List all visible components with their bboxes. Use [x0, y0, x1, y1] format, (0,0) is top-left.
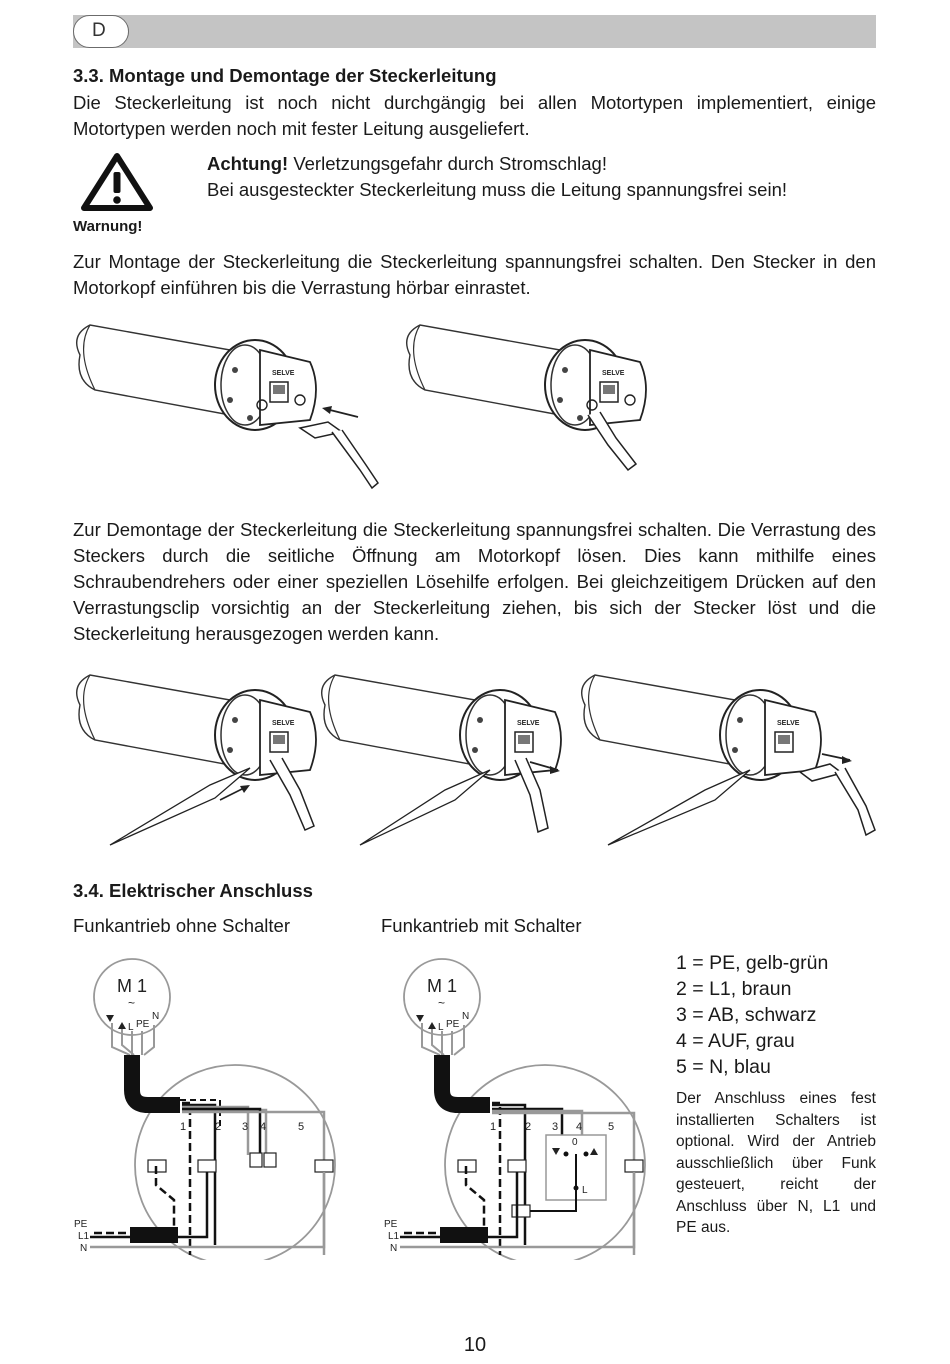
montage-illustrations — [60, 310, 660, 500]
svg-text:L: L — [582, 1185, 588, 1196]
legend-item: 4 = AUF, grau — [676, 1030, 795, 1052]
svg-text:~: ~ — [438, 996, 446, 1010]
wire-legend — [676, 950, 828, 1080]
column-label-with-switch: Funkantrieb mit Schalter — [381, 915, 582, 936]
legend-item: 5 = N, blau — [676, 1056, 771, 1078]
warning-line-1 — [207, 151, 887, 177]
page-number: 10 — [463, 1334, 487, 1356]
intro-paragraph: Die Steckerleitung ist noch nicht durchgängig bei allen Motortypen implementiert, einige Motortypen werden noch mit fester Leitung ausgeliefert. — [73, 92, 876, 139]
svg-text:4: 4 — [260, 1121, 267, 1133]
section-title-3-3: 3.3. Montage und Demontage der Steckerleitung — [73, 65, 497, 86]
demontage-paragraph: Zur Demontage der Steckerleitung die Steckerleitung spannungsfrei schalten. Die Verrastung des Steckers durch die seitliche Öffnung am Motorkopf lösen. Dies kann mithilfe eines Schraubendrehers oder einer speziellen Lösehilfe erfolgen. Bei gleichzeitigem Drücken auf den Verrastungsclip vorsichtig an der Steckerleitung ziehen, bis sich der Stecker löst und die Steckerleitung herausgezogen werden kann. — [73, 519, 876, 644]
svg-text:L: L — [128, 1022, 134, 1033]
svg-text:1: 1 — [490, 1121, 497, 1133]
svg-text:L1: L1 — [388, 1231, 400, 1242]
svg-text:PE: PE — [446, 1019, 460, 1030]
warning-bold: Achtung! — [207, 153, 289, 174]
svg-text:N: N — [390, 1243, 398, 1254]
warning-label: Warnung! — [73, 218, 143, 235]
svg-text:3: 3 — [552, 1121, 559, 1133]
svg-text:5: 5 — [298, 1121, 305, 1133]
header-bar — [73, 15, 876, 48]
wiring-diagram-without-switch — [70, 955, 350, 1260]
demontage-illustrations — [60, 660, 890, 850]
svg-text:5: 5 — [608, 1121, 615, 1133]
svg-text:2: 2 — [215, 1121, 222, 1133]
warning-line-2: Bei ausgesteckter Steckerleitung muss die Leitung spannungsfrei sein! — [207, 179, 788, 200]
language-tab: D — [73, 15, 129, 48]
wiring-diagram-with-switch — [380, 955, 660, 1260]
connection-note: Der Anschluss eines fest installierten Schalters ist optional. Wird der Antrieb ausschließlich über Funk gesteuert, reicht der Anschluss über N, L1 und PE aus. — [676, 1090, 876, 1236]
svg-text:0: 0 — [572, 1137, 578, 1148]
svg-text:1: 1 — [180, 1121, 187, 1133]
svg-text:N: N — [152, 1011, 160, 1022]
svg-text:PE: PE — [384, 1219, 398, 1230]
column-label-without-switch: Funkantrieb ohne Schalter — [73, 915, 290, 936]
svg-text:M 1: M 1 — [427, 976, 458, 996]
legend-item: 2 = L1, braun — [676, 978, 792, 1000]
section-title-3-4: 3.4. Elektrischer Anschluss — [73, 880, 313, 901]
svg-text:M 1: M 1 — [117, 976, 148, 996]
svg-text:N: N — [462, 1011, 470, 1022]
svg-text:N: N — [80, 1243, 88, 1254]
svg-text:PE: PE — [74, 1219, 88, 1230]
warning-icon — [80, 152, 154, 217]
svg-text:4: 4 — [576, 1121, 583, 1133]
legend-item: 3 = AB, schwarz — [676, 1004, 817, 1026]
svg-text:L: L — [438, 1022, 444, 1033]
svg-text:2: 2 — [525, 1121, 532, 1133]
svg-text:~: ~ — [128, 996, 136, 1010]
legend-item: 1 = PE, gelb-grün — [676, 952, 829, 974]
svg-text:PE: PE — [136, 1019, 150, 1030]
montage-paragraph: Zur Montage der Steckerleitung die Steckerleitung spannungsfrei schalten. Den Stecker in den Motorkopf einführen bis die Verrastung hörbar einrastet. — [73, 251, 876, 298]
warning-text-1: Verletzungsgefahr durch Stromschlag! — [288, 153, 607, 174]
svg-text:3: 3 — [242, 1121, 249, 1133]
svg-text:L1: L1 — [78, 1231, 90, 1242]
